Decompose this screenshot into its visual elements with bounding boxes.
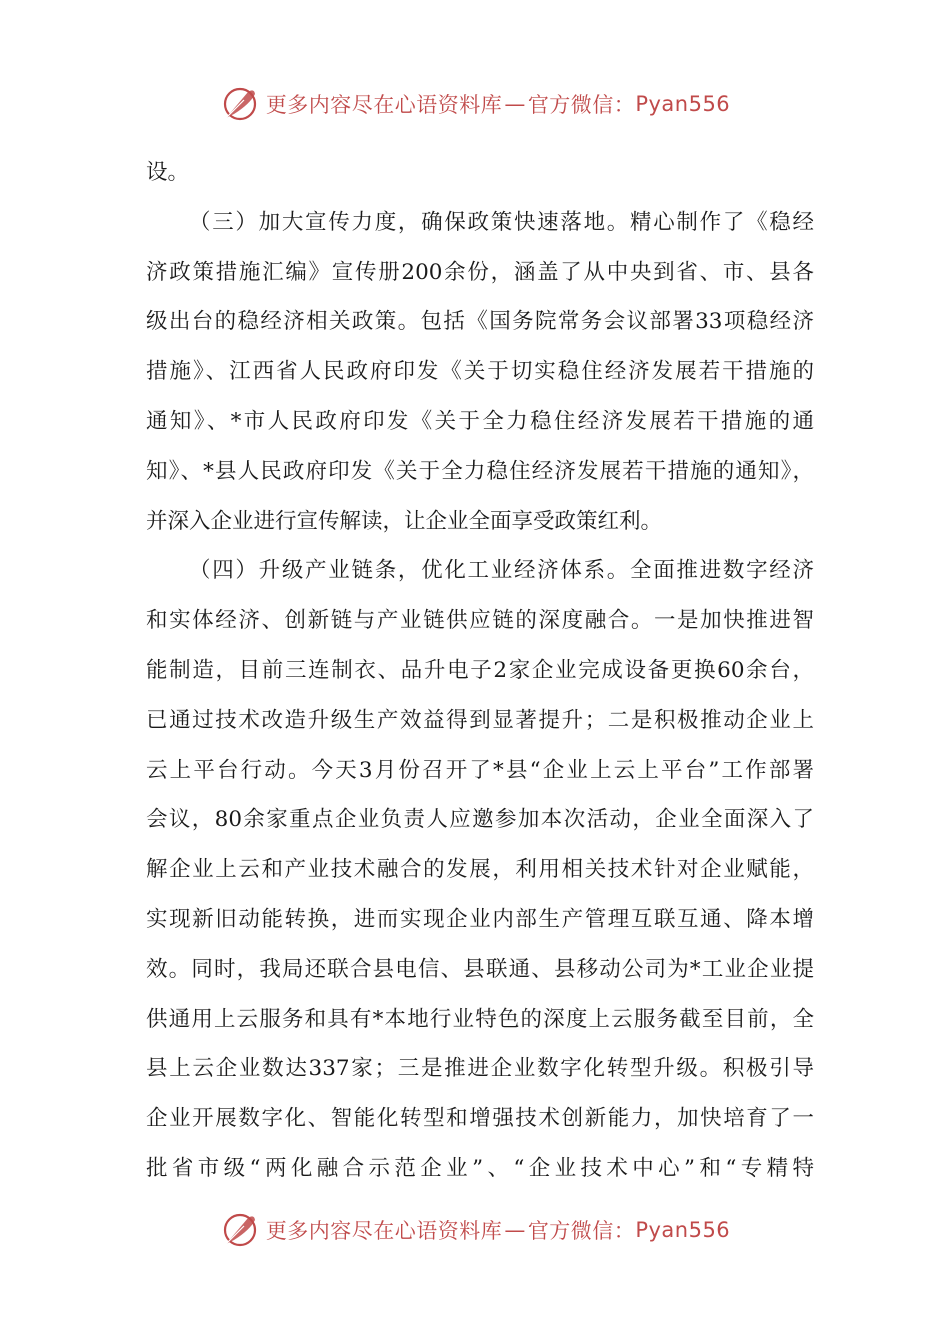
banner-site-text: 更多内容尽在心语资料库 <box>265 93 503 117</box>
banner-site-text: 更多内容尽在心语资料库 <box>265 1219 503 1243</box>
text-line: 县上云企业数达337家；三是推进企业数字化转型升级。积极引导 <box>146 1056 814 1082</box>
banner-wechat-id: Pyan556 <box>635 92 731 116</box>
text-line: 批省市级“两化融合示范企业”、“企业技术中心”和“专精特 <box>146 1155 814 1181</box>
text-line: 解企业上云和产业技术融合的发展，利用相关技术针对企业赋能， <box>146 857 814 883</box>
document-body <box>146 148 814 1194</box>
banner-wechat-label: 官方微信： <box>527 1219 636 1243</box>
banner-wechat-id: Pyan556 <box>635 1218 731 1242</box>
text-line: 并深入企业进行宣传解读，让企业全面享受政策红利。 <box>146 508 663 534</box>
text-line: 云上平台行动。今天3月份召开了*县“企业上云上平台”工作部署 <box>146 757 814 783</box>
banner-dash: — <box>504 1218 526 1242</box>
text-line: （三）加大宣传力度，确保政策快速落地。精心制作了《稳经 <box>189 209 814 235</box>
footer-watermark-banner <box>0 1208 950 1252</box>
text-line: 通知》、*市人民政府印发《关于全力稳住经济发展若干措施的通 <box>146 408 814 434</box>
text-line: 实现新旧动能转换，进而实现企业内部生产管理互联互通、降本增 <box>146 906 814 932</box>
header-watermark-banner <box>0 82 950 126</box>
banner-wechat-label: 官方微信： <box>527 93 636 117</box>
feather-pen-logo-icon <box>220 1210 260 1250</box>
text-line: 会议，80余家重点企业负责人应邀参加本次活动，企业全面深入了 <box>146 807 814 833</box>
text-line: 能制造，目前三连制衣、品升电子2家企业完成设备更换60余台， <box>146 657 814 683</box>
text-line: 级出台的稳经济相关政策。包括《国务院常务会议部署33项稳经济 <box>146 309 814 335</box>
banner-dash: — <box>504 92 526 116</box>
text-line: （四）升级产业链条，优化工业经济体系。全面推进数字经济 <box>189 558 814 584</box>
text-line: 企业开展数字化、智能化转型和增强技术创新能力，加快培育了一 <box>146 1106 814 1132</box>
text-line: 济政策措施汇编》宣传册200余份，涵盖了从中央到省、市、县各 <box>146 259 814 285</box>
feather-pen-logo-icon <box>220 84 260 124</box>
text-line: 效。同时，我局还联合县电信、县联通、县移动公司为*工业企业提 <box>146 956 814 982</box>
text-line: 知》、*县人民政府印发《关于全力稳住经济发展若干措施的通知》， <box>146 458 814 484</box>
text-line: 供通用上云服务和具有*本地行业特色的深度上云服务截至目前，全 <box>146 1006 814 1032</box>
text-line: 措施》、江西省人民政府印发《关于切实稳住经济发展若干措施的 <box>146 359 814 385</box>
text-line: 设。 <box>146 160 190 185</box>
text-line: 已通过技术改造升级生产效益得到显著提升；二是积极推动企业上 <box>146 707 814 733</box>
text-line: 和实体经济、创新链与产业链供应链的深度融合。一是加快推进智 <box>146 608 814 634</box>
